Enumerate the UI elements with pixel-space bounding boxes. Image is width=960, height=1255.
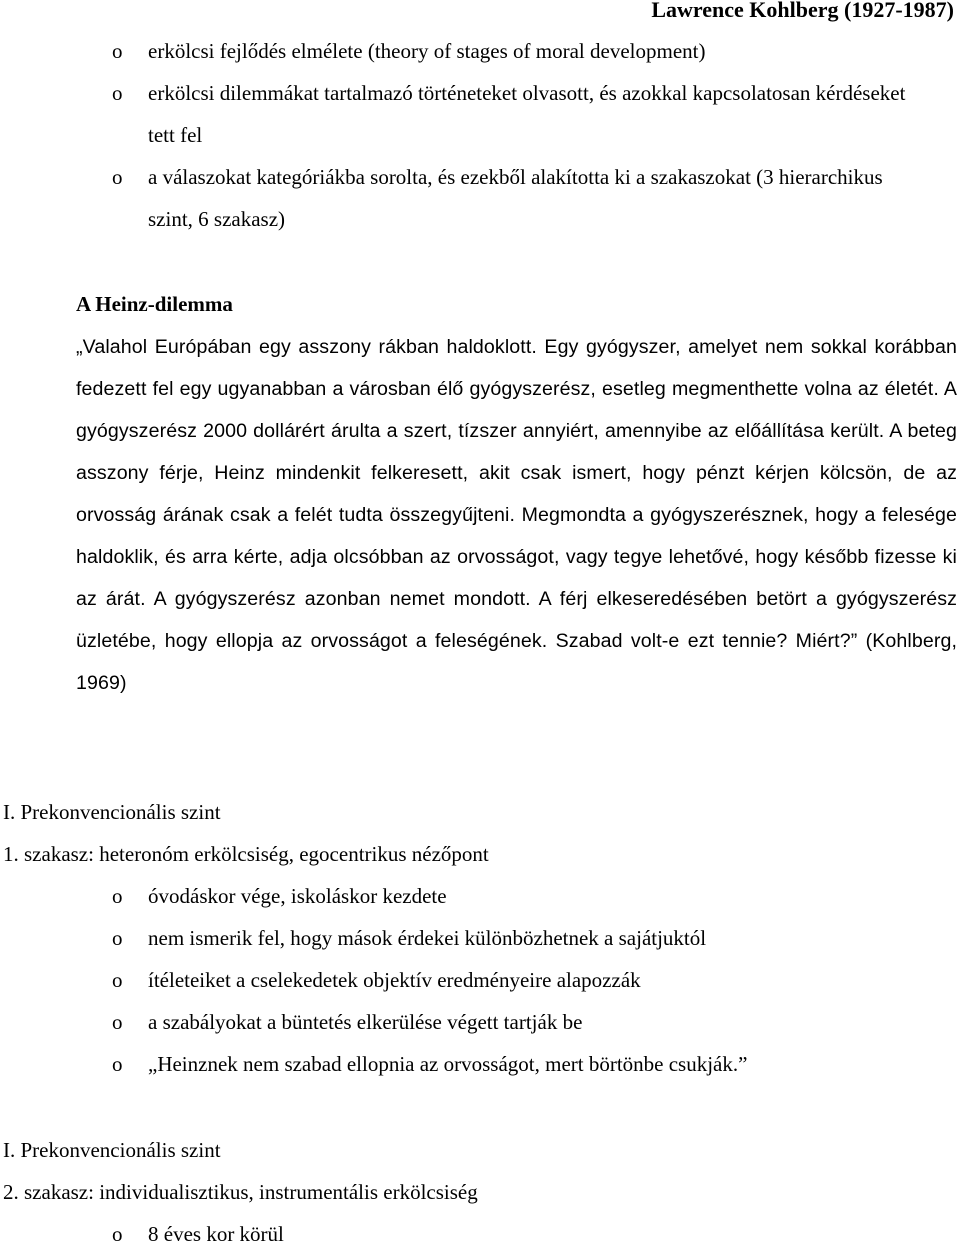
list-item-text: 8 éves kor körül xyxy=(148,1222,284,1246)
list-item xyxy=(0,917,960,959)
list-item-text: nem ismerik fel, hogy mások érdekei különbözhetnek a sajátjuktól xyxy=(148,926,707,950)
list-item xyxy=(0,959,960,1001)
list-item xyxy=(0,30,960,72)
bullet-marker: o xyxy=(112,1222,123,1246)
list-item xyxy=(0,72,960,156)
bullet-marker: o xyxy=(112,968,123,992)
heinz-dilemma-heading: A Heinz-dilemma xyxy=(76,292,233,316)
document-title: Lawrence Kohlberg (1927-1987) xyxy=(651,0,954,22)
bullet-marker: o xyxy=(112,39,123,63)
list-item xyxy=(0,1001,960,1043)
list-item-text: óvodáskor vége, iskoláskor kezdete xyxy=(148,884,447,908)
intro-bullet-list xyxy=(0,30,960,240)
bullet-marker: o xyxy=(112,1052,123,1076)
list-item xyxy=(0,1213,960,1255)
stage-2-bullet-list xyxy=(0,1213,960,1255)
list-item-text: erkölcsi dilemmákat tartalmazó történeteket olvasott, és azokkal kapcsolatosan kérdéseket tett fel xyxy=(148,81,906,147)
stage-2-title: 2. szakasz: individualisztikus, instrumentális erkölcsiség xyxy=(3,1180,478,1204)
bullet-marker: o xyxy=(112,81,123,105)
list-item xyxy=(0,1043,960,1085)
stage-2-level: I. Prekonvencionális szint xyxy=(3,1138,221,1162)
list-item xyxy=(0,156,960,240)
list-item-text: a válaszokat kategóriákba sorolta, és ezekből alakította ki a szakaszokat (3 hierarchikus szint, 6 szakasz) xyxy=(148,165,883,231)
list-item-text: „Heinznek nem szabad ellopnia az orvosságot, mert börtönbe csukják.” xyxy=(148,1052,748,1076)
list-item-text: a szabályokat a büntetés elkerülése végett tartják be xyxy=(148,1010,583,1034)
list-item-text: erkölcsi fejlődés elmélete (theory of stages of moral development) xyxy=(148,39,706,63)
list-item xyxy=(0,875,960,917)
bullet-marker: o xyxy=(112,1010,123,1034)
bullet-marker: o xyxy=(112,165,123,189)
bullet-marker: o xyxy=(112,926,123,950)
bullet-marker: o xyxy=(112,884,123,908)
stage-1-bullet-list xyxy=(0,875,960,1085)
stage-1-title: 1. szakasz: heteronóm erkölcsiség, egocentrikus nézőpont xyxy=(3,842,489,866)
heinz-dilemma-story: „Valahol Európában egy asszony rákban haldoklott. Egy gyógyszer, amelyet nem sokkal korábban fedezett fel egy ugyanabban a városban élő gyógyszerész, esetleg megmenthette volna az életét. A gyógyszerész 2000 dollárért árulta a szert, tízszer annyiért, amennyibe az előállítása került. A beteg asszony férje, Heinz mindenkit felkeresett, akit csak ismert, hogy pénzt kérjen kölcsön, de az orvosság árának csak a felét tudta összegyűjteni. Megmondta a gyógyszerésznek, hogy a felesége haldoklik, és arra kérte, adja olcsóbban az orvosságot, vagy tegye lehetővé, hogy később fizesse ki az árát. A gyógyszerész azonban nemet mondott. A férj elkeseredésében betört a gyógyszerész üzletébe, hogy ellopja az orvosságot a feleségének. Szabad volt-e ezt tennie? Miért?” (Kohlberg, 1969) xyxy=(76,336,957,694)
stage-1-level: I. Prekonvencionális szint xyxy=(3,800,221,824)
list-item-text: ítéleteiket a cselekedetek objektív eredményeire alapozzák xyxy=(148,968,641,992)
